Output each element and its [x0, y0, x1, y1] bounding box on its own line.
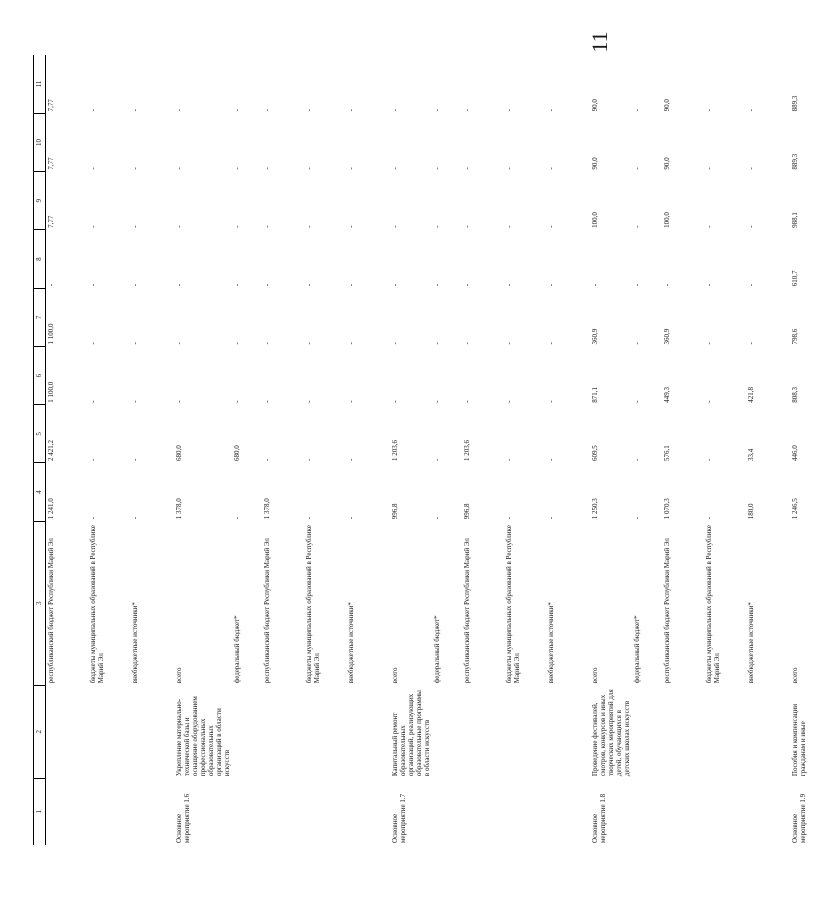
activity-code-cell — [88, 778, 130, 845]
col-header: 10 — [34, 113, 46, 171]
value-cell: - — [705, 458, 713, 461]
activity-code-cell — [704, 778, 746, 845]
table-row — [790, 55, 820, 845]
funding-table — [33, 55, 820, 845]
value-cell: - — [747, 283, 755, 287]
value-cell: - — [131, 400, 139, 403]
funding-source-cell: республиканский бюджет Республики Марий Эл — [463, 538, 471, 684]
value-cell: - — [463, 283, 471, 287]
value-cell: - — [633, 458, 641, 461]
value-cell: 33,4 — [747, 448, 755, 461]
value-cell: - — [547, 225, 555, 228]
value-cell: - — [89, 283, 97, 287]
value-cell: 449,3 — [663, 386, 671, 403]
value-cell: 680,0 — [175, 445, 183, 461]
value-cell: - — [547, 167, 555, 170]
row-spacer — [776, 55, 790, 845]
value-cell: - — [305, 458, 313, 461]
activity-name-cell — [46, 685, 89, 778]
value-cell: - — [633, 516, 641, 520]
value-cell: - — [305, 225, 313, 228]
funding-source-cell: республиканский бюджет Республики Марий Эл — [263, 538, 271, 684]
value-cell: - — [89, 167, 97, 170]
rotated-table-sheet — [33, 55, 807, 845]
funding-source-cell: внебюджетные источники* — [547, 602, 555, 684]
value-cell: - — [347, 516, 355, 520]
value-cell: 7,77 — [47, 99, 55, 112]
activity-code-cell: Основное мероприятие 1.8 — [591, 793, 607, 843]
funding-source-cell: бюджеты муниципальных образований в Республике Марий Эл — [89, 525, 105, 684]
table-row — [546, 55, 576, 845]
value-cell: - — [705, 400, 713, 403]
table-row — [704, 55, 746, 845]
activity-code-cell — [632, 778, 662, 845]
activity-name-cell: Укрепление материально-технической базы и оснащение оборудованием профессиональных образовательных организаций в области искусств — [175, 696, 231, 777]
activity-code-cell — [46, 778, 89, 845]
activity-name-cell — [262, 685, 304, 778]
col-header: 4 — [34, 463, 46, 521]
value-cell: - — [433, 225, 441, 228]
value-cell: - — [263, 342, 271, 345]
table-body — [46, 55, 820, 845]
value-cell: - — [89, 342, 97, 345]
activity-code-cell — [746, 778, 776, 845]
value-cell: - — [505, 225, 513, 228]
value-cell: - — [505, 167, 513, 170]
activity-name-cell — [130, 685, 160, 778]
value-cell: - — [747, 342, 755, 345]
value-cell: 446,0 — [791, 445, 799, 461]
row-spacer — [160, 55, 174, 845]
value-cell: 2 421,2 — [47, 439, 55, 461]
funding-source-cell: всего — [391, 667, 399, 684]
row-spacer — [576, 55, 590, 845]
value-cell: 421,8 — [747, 386, 755, 403]
activity-code-cell: Основное мероприятие 1.9 — [791, 793, 807, 843]
activity-name-cell — [746, 685, 776, 778]
value-cell: 7,77 — [47, 157, 55, 170]
value-cell: - — [47, 283, 55, 287]
value-cell: 100,0 — [663, 212, 671, 228]
table-row — [390, 55, 432, 845]
value-cell: - — [305, 342, 313, 345]
value-cell: - — [263, 283, 271, 287]
value-cell: - — [131, 283, 139, 287]
value-cell: - — [347, 342, 355, 345]
value-cell: - — [263, 400, 271, 403]
value-cell: - — [89, 109, 97, 112]
value-cell: 1 246,5 — [791, 498, 799, 520]
value-cell: - — [175, 109, 183, 112]
funding-source-cell: бюджеты муниципальных образований в Республике Марий Эл — [305, 525, 321, 684]
activity-name-cell — [88, 685, 130, 778]
value-cell: - — [391, 283, 399, 287]
activity-code-cell — [546, 778, 576, 845]
activity-code-cell — [462, 778, 504, 845]
table-row — [632, 55, 662, 845]
value-cell: - — [131, 342, 139, 345]
value-cell: - — [547, 458, 555, 461]
activity-code-cell — [262, 778, 304, 845]
value-cell: - — [131, 225, 139, 228]
funding-source-cell: федеральный бюджет* — [633, 615, 641, 684]
value-cell: - — [547, 342, 555, 345]
table-row — [346, 55, 376, 845]
col-header: 11 — [34, 55, 46, 113]
value-cell: - — [633, 400, 641, 403]
value-cell: - — [547, 400, 555, 403]
value-cell: 1 203,6 — [391, 439, 399, 461]
value-cell: - — [347, 225, 355, 228]
table-row — [746, 55, 776, 845]
value-cell: - — [463, 167, 471, 170]
funding-source-cell: внебюджетные источники* — [747, 602, 755, 684]
value-cell: - — [433, 342, 441, 345]
spacer-cell — [776, 55, 790, 845]
value-cell: - — [433, 109, 441, 112]
row-spacer — [376, 55, 390, 845]
activity-code-cell — [304, 778, 346, 845]
table-row — [432, 55, 462, 845]
value-cell: - — [305, 400, 313, 403]
value-cell: - — [347, 167, 355, 170]
value-cell: 90,0 — [591, 157, 599, 170]
table-row — [504, 55, 546, 845]
table-row — [590, 55, 632, 845]
activity-name-cell — [546, 685, 576, 778]
table-row — [262, 55, 304, 845]
value-cell: - — [263, 109, 271, 112]
activity-name-cell — [632, 685, 662, 778]
activity-code-cell: Основное мероприятие 1.7 — [391, 793, 407, 843]
value-cell: - — [547, 283, 555, 287]
value-cell: - — [547, 516, 555, 520]
value-cell: 1 100,0 — [47, 323, 55, 345]
value-cell: 1 378,0 — [263, 498, 271, 520]
value-cell: - — [233, 400, 241, 403]
value-cell: - — [89, 400, 97, 403]
value-cell: 1 100,0 — [47, 381, 55, 403]
activity-code-cell — [346, 778, 376, 845]
value-cell: - — [433, 167, 441, 170]
value-cell: - — [463, 225, 471, 228]
value-cell: - — [131, 109, 139, 112]
value-cell: - — [305, 109, 313, 112]
value-cell: - — [391, 342, 399, 345]
value-cell: - — [505, 109, 513, 112]
col-header: 1 — [34, 778, 46, 845]
table-row — [462, 55, 504, 845]
value-cell: - — [433, 458, 441, 461]
activity-name-cell — [432, 685, 462, 778]
value-cell: 360,9 — [663, 328, 671, 345]
value-cell: - — [633, 283, 641, 287]
value-cell: - — [505, 400, 513, 403]
value-cell: - — [747, 167, 755, 170]
value-cell: - — [391, 225, 399, 228]
value-cell: - — [175, 342, 183, 345]
value-cell: 1 241,0 — [47, 498, 55, 520]
activity-code-cell: Основное мероприятие 1.6 — [175, 793, 191, 843]
value-cell: - — [633, 225, 641, 228]
funding-source-cell: всего — [175, 667, 183, 684]
value-cell: - — [391, 167, 399, 170]
value-cell: - — [175, 400, 183, 403]
funding-source-cell: внебюджетные источники* — [131, 602, 139, 684]
value-cell: 609,5 — [591, 445, 599, 461]
value-cell: - — [433, 283, 441, 287]
value-cell: - — [233, 225, 241, 228]
value-cell: - — [347, 458, 355, 461]
value-cell: - — [89, 458, 97, 461]
table-row — [662, 55, 704, 845]
col-header: 8 — [34, 230, 46, 288]
value-cell: - — [263, 225, 271, 228]
table-row — [130, 55, 160, 845]
funding-source-cell: бюджеты муниципальных образований в Республике Марий Эл — [705, 525, 721, 684]
value-cell: 808,3 — [791, 386, 799, 403]
value-cell: - — [705, 516, 713, 520]
funding-source-cell: внебюджетные источники* — [347, 602, 355, 684]
page-number: 11 — [587, 31, 612, 53]
value-cell: - — [633, 167, 641, 170]
funding-source-cell: федеральный бюджет* — [433, 615, 441, 684]
spacer-cell — [376, 55, 390, 845]
value-cell: - — [391, 109, 399, 112]
value-cell: - — [233, 283, 241, 287]
value-cell: - — [233, 342, 241, 345]
value-cell: 7,77 — [47, 215, 55, 228]
table-row — [88, 55, 130, 845]
value-cell: 996,8 — [391, 503, 399, 520]
value-cell: 889,3 — [791, 95, 799, 112]
value-cell: 90,0 — [591, 99, 599, 112]
col-header: 6 — [34, 346, 46, 404]
value-cell: - — [263, 458, 271, 461]
activity-name-cell — [662, 685, 704, 778]
activity-name-cell — [232, 685, 262, 778]
value-cell: 360,9 — [591, 328, 599, 345]
value-cell: - — [233, 109, 241, 112]
activity-name-cell: Капитальный ремонт образовательных организаций, реализующих образовательные программы в области искусств — [391, 690, 431, 777]
value-cell: - — [131, 167, 139, 170]
activity-code-cell — [232, 778, 262, 845]
value-cell: - — [263, 167, 271, 170]
value-cell: 576,1 — [663, 445, 671, 461]
value-cell: - — [463, 109, 471, 112]
value-cell: - — [347, 283, 355, 287]
value-cell: 988,1 — [791, 212, 799, 228]
activity-code-cell — [504, 778, 546, 845]
funding-source-cell: бюджеты муниципальных образований в Республике Марий Эл — [505, 525, 521, 684]
value-cell: 996,8 — [463, 503, 471, 520]
value-cell: 889,3 — [791, 153, 799, 170]
value-cell: - — [663, 283, 671, 287]
table-row — [174, 55, 232, 845]
value-cell: - — [633, 342, 641, 345]
col-header: 2 — [34, 685, 46, 778]
value-cell: - — [747, 225, 755, 228]
value-cell: - — [233, 167, 241, 170]
value-cell: - — [705, 283, 713, 287]
value-cell: - — [463, 342, 471, 345]
value-cell: - — [233, 516, 241, 520]
activity-name-cell — [462, 685, 504, 778]
value-cell: - — [505, 342, 513, 345]
table-row — [232, 55, 262, 845]
value-cell: - — [305, 283, 313, 287]
activity-name-cell — [346, 685, 376, 778]
value-cell: - — [347, 400, 355, 403]
activity-name-cell: Пособия и компенсации гражданам и иные — [791, 704, 807, 777]
funding-source-cell: республиканский бюджет Республики Марий Эл — [663, 538, 671, 684]
col-header: 7 — [34, 288, 46, 346]
value-cell: 180,0 — [747, 503, 755, 520]
value-cell: 1 203,6 — [463, 439, 471, 461]
col-header: 5 — [34, 405, 46, 463]
spacer-cell — [576, 55, 590, 845]
value-cell: - — [463, 400, 471, 403]
value-cell: - — [433, 400, 441, 403]
value-cell: - — [705, 109, 713, 112]
value-cell: 1 250,3 — [591, 498, 599, 520]
funding-source-cell: федеральный бюджет* — [233, 615, 241, 684]
value-cell: - — [433, 516, 441, 520]
value-cell: 680,0 — [233, 445, 241, 461]
value-cell: - — [633, 109, 641, 112]
value-cell: 100,0 — [591, 212, 599, 228]
value-cell: 1 070,3 — [663, 498, 671, 520]
value-cell: 871,1 — [591, 386, 599, 403]
value-cell: - — [705, 225, 713, 228]
activity-code-cell — [662, 778, 704, 845]
value-cell: - — [505, 283, 513, 287]
value-cell: - — [89, 516, 97, 520]
value-cell: - — [305, 167, 313, 170]
value-cell: - — [705, 167, 713, 170]
value-cell: - — [347, 109, 355, 112]
activity-name-cell: Проведение фестивалей, смотров, конкурсов и иных творческих мероприятий для детей, обучающихся в детских школах искусств — [591, 689, 631, 777]
value-cell: - — [747, 109, 755, 112]
value-cell: 90,0 — [663, 157, 671, 170]
value-cell: - — [175, 225, 183, 228]
activity-name-cell — [704, 685, 746, 778]
value-cell: - — [131, 458, 139, 461]
col-header: 3 — [34, 521, 46, 685]
table-row — [46, 55, 89, 845]
value-cell: - — [591, 283, 599, 287]
value-cell: - — [505, 516, 513, 520]
funding-source-cell: всего — [591, 667, 599, 684]
activity-code-cell — [432, 778, 462, 845]
activity-code-cell — [130, 778, 160, 845]
value-cell: - — [305, 516, 313, 520]
value-cell: - — [505, 458, 513, 461]
value-cell: - — [175, 167, 183, 170]
value-cell: 610,7 — [791, 270, 799, 287]
funding-source-cell: всего — [791, 667, 799, 684]
activity-name-cell — [504, 685, 546, 778]
col-header: 9 — [34, 172, 46, 230]
value-cell: 798,6 — [791, 328, 799, 345]
value-cell: 1 378,0 — [175, 498, 183, 520]
column-number-row — [34, 55, 46, 845]
spacer-cell — [160, 55, 174, 845]
value-cell: - — [89, 225, 97, 228]
value-cell: - — [131, 516, 139, 520]
value-cell: - — [547, 109, 555, 112]
value-cell: - — [391, 400, 399, 403]
value-cell: - — [705, 342, 713, 345]
funding-source-cell: республиканский бюджет Республики Марий Эл — [47, 538, 55, 684]
value-cell: - — [175, 283, 183, 287]
activity-name-cell — [304, 685, 346, 778]
table-row — [304, 55, 346, 845]
value-cell: 90,0 — [663, 99, 671, 112]
